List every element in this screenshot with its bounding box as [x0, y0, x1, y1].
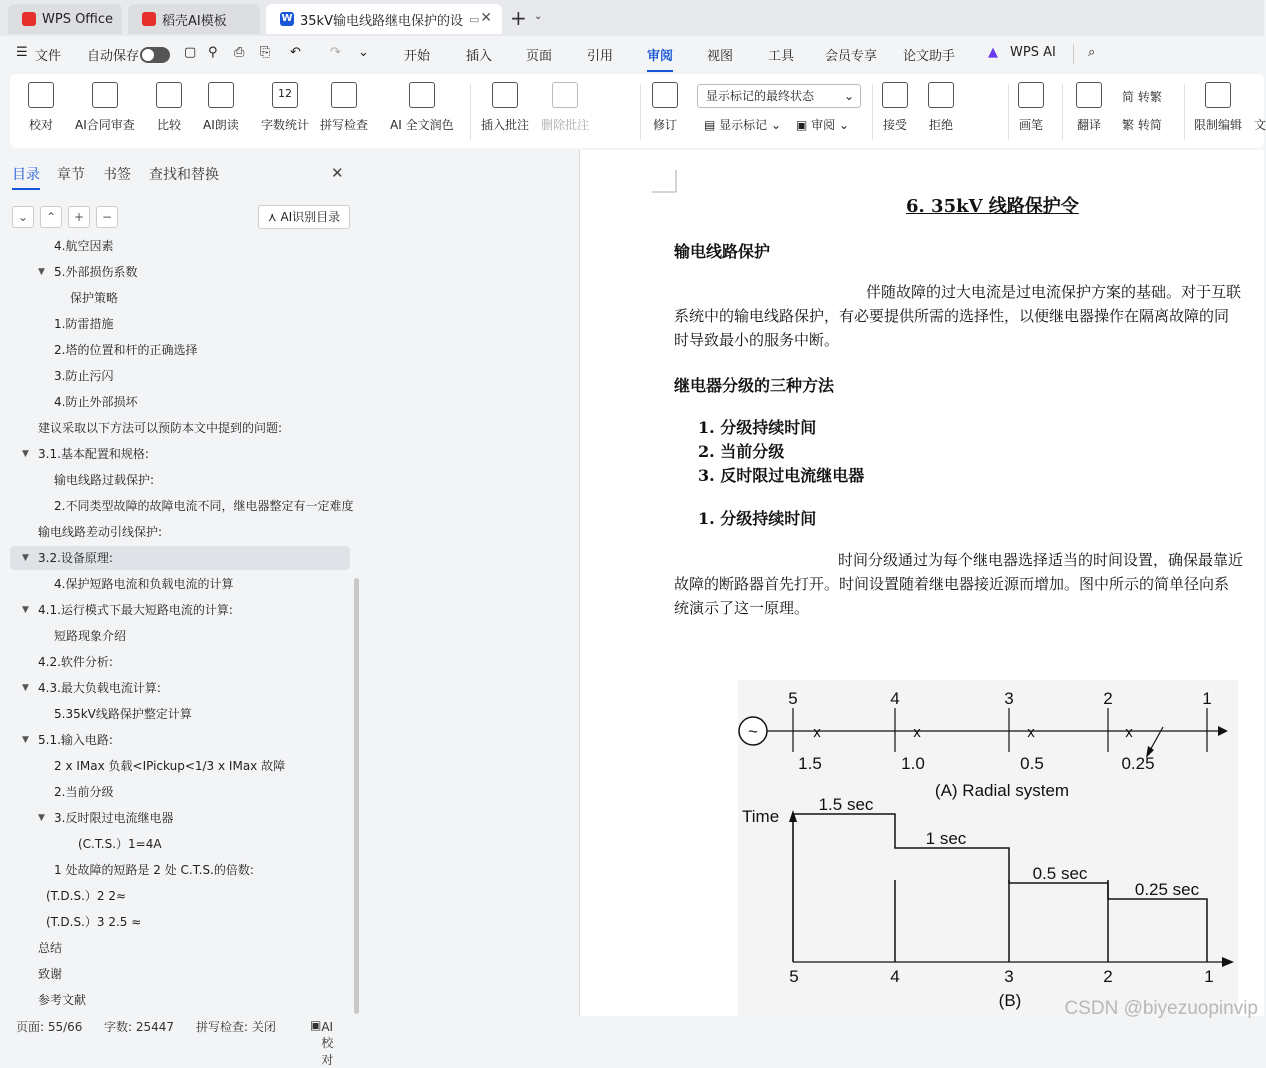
button-label: 字数统计	[261, 118, 310, 132]
menu-member[interactable]: 会员专享	[825, 49, 878, 64]
caption-a: (A) Radial system	[934, 781, 1070, 800]
tab-bookmarks[interactable]: 书签	[103, 167, 131, 183]
toc-item-label: 4.2.软件分析:	[38, 655, 113, 669]
hamburger-icon[interactable]: ☰	[16, 45, 28, 60]
toc-item-label: 2 x IMax 负载<IPickup<1/3 x IMax 故障	[54, 759, 286, 773]
expand-arrow-icon[interactable]: ▼	[22, 605, 29, 615]
more-button[interactable]	[1254, 82, 1266, 133]
autosave-toggle[interactable]	[140, 47, 170, 63]
tab-wps-office[interactable]	[8, 4, 122, 34]
display-mode-value: 显示标记的最终状态	[706, 89, 815, 103]
paragraph-line: 统演示了这一原理。	[674, 599, 810, 617]
accept-button[interactable]	[882, 82, 908, 133]
ai-polish-button[interactable]	[390, 82, 454, 133]
spell-check-button[interactable]	[320, 82, 368, 133]
menu-review[interactable]: 审阅	[647, 45, 673, 64]
toc-item[interactable]	[10, 520, 350, 544]
relay-setting-label: 1.0	[901, 754, 925, 773]
ai-detect-toc-button[interactable]	[258, 205, 350, 229]
toc-item[interactable]	[10, 234, 350, 258]
toc-item-label: 2.塔的位置和杆的正确选择	[54, 343, 198, 357]
toc-item-label: 4.航空因素	[54, 239, 114, 253]
toc-item-label: 建议采取以下方法可以预防本文中提到的问题:	[38, 421, 283, 435]
toc-item[interactable]	[10, 468, 350, 492]
button-label: 限制编辑	[1194, 118, 1243, 132]
expand-all-chevron-icon[interactable]: ⌄	[12, 206, 34, 228]
translate-icon	[1076, 82, 1102, 108]
toc-item-label: 2.当前分级	[54, 785, 114, 799]
toc-item[interactable]	[10, 390, 350, 414]
bus-label: 1	[1202, 689, 1212, 708]
caption-b: (B)	[998, 991, 1022, 1010]
new-tab-icon[interactable]: +	[510, 6, 527, 30]
breaker-mark: x	[1125, 724, 1133, 741]
expand-arrow-icon[interactable]: ▼	[22, 553, 29, 563]
reject-icon	[928, 82, 954, 108]
time-step-label: 0.25 sec	[1134, 880, 1200, 899]
toc-item-label: 2.不同类型故障的故障电流不同，继电器整定有一定难度	[54, 499, 354, 513]
translate-button[interactable]	[1076, 82, 1102, 133]
toc-item-label: 4.3.最大负载电流计算:	[38, 681, 161, 695]
menu-page[interactable]: 页面	[526, 49, 553, 64]
insert-comment-button[interactable]	[481, 82, 529, 133]
print-preview-icon[interactable]: ⎘	[260, 45, 271, 60]
close-pane-icon[interactable]: ✕	[331, 164, 344, 182]
contract-review-icon	[92, 82, 118, 108]
insert-comment-icon	[492, 82, 518, 108]
time-step-label: 1.5 sec	[818, 795, 874, 814]
y-axis-label: Time	[742, 807, 780, 826]
toc-item[interactable]	[10, 416, 350, 440]
paragraph-line: 时导致最小的服务中断。	[674, 331, 840, 349]
relay-setting-label: 0.5	[1020, 754, 1044, 773]
relay-setting-label: 0.25	[1121, 754, 1155, 773]
pen-icon	[1018, 82, 1044, 108]
review-pane-button[interactable]: ▣ 审阅 ⌄	[796, 118, 850, 132]
toc-item[interactable]	[10, 728, 350, 752]
track-changes-button[interactable]	[652, 82, 678, 133]
toc-scrollbar[interactable]	[354, 578, 359, 1014]
pen-button[interactable]	[1018, 82, 1044, 133]
button-label: 删除批注	[541, 118, 590, 132]
print-icon[interactable]: ⎙	[234, 45, 245, 60]
tab-list-chevron-icon[interactable]: ⌄	[534, 11, 543, 22]
tab-document[interactable]	[266, 4, 502, 34]
toc-item-label: 3.防止污闪	[54, 369, 114, 383]
x-tick-label: 4	[890, 967, 900, 986]
toc-item[interactable]	[10, 936, 350, 960]
bus-label: 3	[1004, 689, 1014, 708]
bus-label: 5	[788, 689, 798, 708]
button-label: 校对	[28, 118, 53, 132]
button-label: 显示标记	[719, 118, 768, 132]
toc-item[interactable]	[10, 624, 350, 648]
proofread-icon	[28, 82, 54, 108]
spell-check-status[interactable]: 拼写检查: 关闭	[196, 1020, 276, 1034]
docer-logo-icon	[142, 12, 156, 26]
toc-item-label: 1.防雷措施	[54, 317, 114, 331]
relay-setting-label: 1.5	[798, 754, 822, 773]
status-label: AI 校对	[321, 1020, 334, 1067]
toc-item[interactable]	[10, 572, 350, 596]
file-menu[interactable]: 文件	[35, 49, 62, 64]
restrict-editing-icon	[1205, 82, 1231, 108]
toc-item[interactable]	[10, 806, 350, 830]
toc-item[interactable]	[10, 702, 350, 726]
paragraph-line: 故障的断路器首先打开。时间设置随着继电器接近源而增加。图中所示的简单径向系	[674, 575, 1230, 593]
toc-item-label: (C.T.S.）1=4A	[78, 837, 162, 851]
ribbon-toolbar	[10, 74, 1264, 148]
bus-label: 2	[1103, 689, 1113, 708]
paragraph-line: 伴随故障的过大电流是过电流保护方案的基础。对于互联	[866, 283, 1242, 301]
toc-item[interactable]	[10, 286, 350, 310]
button-label: 拒绝	[928, 118, 953, 132]
save-icon[interactable]: ▢	[184, 45, 197, 60]
button-label: 修订	[652, 118, 677, 132]
breaker-mark: x	[813, 724, 821, 741]
button-label: AI合同审查	[75, 118, 135, 132]
delete-comment-icon	[552, 82, 578, 108]
word-count-button[interactable]	[261, 82, 309, 133]
page-indicator[interactable]: 页面: 55/66	[16, 1020, 83, 1034]
paragraph-line: 系统中的输电线路保护，有必要提供所需的选择性，以便继电器操作在隔离故障的同	[674, 307, 1230, 325]
toc-item-label: 5.外部损伤系数	[54, 265, 138, 279]
tab-find-replace[interactable]: 查找和替换	[149, 167, 219, 183]
button-label: 比较	[156, 118, 181, 132]
toc-item[interactable]	[10, 962, 350, 986]
menu-tools[interactable]: 工具	[768, 49, 795, 64]
word-count[interactable]: 字数: 25447	[104, 1020, 175, 1034]
accept-icon	[882, 82, 908, 108]
toc-item-label: 致谢	[38, 967, 63, 981]
button-label: 插入批注	[481, 118, 530, 132]
chevron-down-icon: ⌄	[843, 89, 854, 103]
toc-item[interactable]	[10, 754, 350, 778]
toc-item[interactable]	[10, 884, 350, 908]
close-tab-icon[interactable]: ✕	[480, 10, 492, 26]
button-label: 画笔	[1018, 118, 1043, 132]
source-glyph: ~	[748, 722, 758, 741]
toc-item[interactable]	[10, 780, 350, 804]
toc-item-label: 4.保护短路电流和负载电流的计算	[54, 577, 234, 591]
menu-thesis[interactable]: 论文助手	[903, 49, 956, 64]
trad-to-simp-button[interactable]: 繁 转简	[1122, 118, 1162, 132]
remove-icon[interactable]: −	[96, 206, 118, 228]
x-tick-label: 2	[1103, 967, 1113, 986]
add-icon[interactable]: +	[68, 206, 90, 228]
toc-item-label: 保护策略	[70, 291, 119, 305]
bus-label: 4	[890, 689, 900, 708]
breaker-mark: x	[913, 724, 921, 741]
ribbon-divider	[1008, 84, 1009, 140]
toc-item[interactable]	[10, 832, 350, 856]
spell-check-icon	[331, 82, 357, 108]
menu-bar	[0, 36, 1264, 72]
polish-icon	[409, 82, 435, 108]
toc-item-label: 5.35kV线路保护整定计算	[54, 707, 192, 721]
button-label: AI识别目录	[280, 210, 341, 224]
restrict-editing-button[interactable]	[1194, 82, 1242, 133]
button-label: 拼写检查	[320, 118, 369, 132]
toc-item-label: 输电线路过载保护:	[54, 473, 155, 487]
ai-contract-review-button[interactable]	[75, 82, 135, 133]
read-aloud-icon	[208, 82, 234, 108]
toc-item-label: 4.防止外部损坏	[54, 395, 138, 409]
toc-list	[0, 238, 352, 1016]
list-item: 1. 分级持续时间	[698, 418, 817, 437]
toc-item-label: 3.2.设备原理:	[38, 551, 113, 565]
menu-home[interactable]: 开始	[404, 49, 431, 64]
tab-bar	[0, 0, 1264, 36]
toc-item-label: 5.1.输入电路:	[38, 733, 113, 747]
tab-label: 35kV输电线路继电保护的设	[300, 13, 463, 29]
expand-arrow-icon[interactable]: ▼	[22, 449, 29, 459]
toc-item-label: 4.1.运行模式下最大短路电流的计算:	[38, 603, 233, 617]
toc-item[interactable]	[10, 260, 350, 284]
document-page[interactable]	[579, 150, 1264, 1016]
toc-item-label: (T.D.S.）2 2≈	[46, 889, 127, 903]
word-count-icon: 12	[272, 82, 298, 108]
autosave-label: 自动保存	[87, 49, 140, 64]
toc-item[interactable]	[10, 312, 350, 336]
tab-toc[interactable]: 目录	[12, 164, 40, 184]
x-tick-label: 5	[789, 967, 799, 986]
ai-icon: ⋏	[267, 210, 277, 224]
button-label: 接受	[882, 118, 907, 132]
tab-docer-ai[interactable]	[128, 4, 260, 34]
toc-item-label: 3.1.基本配置和规格:	[38, 447, 149, 461]
subsection-title: 继电器分级的三种方法	[674, 376, 835, 395]
button-label: AI 全文润色	[390, 118, 454, 132]
x-tick-label: 1	[1204, 967, 1214, 986]
ribbon-divider	[470, 84, 471, 140]
toc-item-label: 参考文献	[38, 993, 87, 1007]
breaker-mark: x	[1027, 724, 1035, 741]
wps-logo-icon	[22, 12, 36, 26]
toc-item-label: 3.反时限过电流继电器	[54, 811, 174, 825]
menu-reference[interactable]: 引用	[587, 49, 614, 64]
word-doc-icon: W	[281, 13, 293, 24]
toc-item[interactable]	[10, 858, 350, 882]
toc-item[interactable]	[10, 650, 350, 674]
toc-item-label: (T.D.S.）3 2.5 ≈	[46, 915, 142, 929]
expand-arrow-icon[interactable]: ▼	[22, 735, 29, 745]
wps-ai-icon: ▲	[988, 45, 998, 60]
watermark: CSDN @biyezuopinvip	[1064, 998, 1258, 1019]
navigation-pane	[0, 150, 578, 1016]
expand-arrow-icon[interactable]: ▼	[38, 813, 45, 823]
button-label: 翻译	[1076, 118, 1101, 132]
menu-wps-ai[interactable]: WPS AI	[1010, 45, 1056, 60]
proofread-button[interactable]	[28, 82, 54, 133]
tab-sections[interactable]: 章节	[57, 167, 85, 183]
menu-view[interactable]: 视图	[707, 49, 734, 64]
compare-button[interactable]	[156, 82, 182, 133]
redo-icon[interactable]: ↷	[330, 45, 341, 60]
collapse-chevron-icon[interactable]: ⌃	[40, 206, 62, 228]
toc-item-label: 输电线路差动引线保护:	[38, 525, 163, 539]
list-item: 3. 反时限过电流继电器	[698, 466, 865, 485]
menu-divider	[1073, 44, 1074, 64]
reject-button[interactable]	[928, 82, 954, 133]
radial-system-figure	[738, 680, 1238, 1020]
list-item: 1. 分级持续时间	[698, 509, 817, 528]
button-label: 文	[1254, 118, 1266, 132]
ai-read-aloud-button[interactable]	[203, 82, 239, 133]
compare-icon	[156, 82, 182, 108]
toc-item[interactable]	[10, 910, 350, 934]
toc-item[interactable]	[10, 494, 354, 518]
show-markup-button[interactable]: ▤ 显示标记 ⌄	[704, 118, 782, 132]
screen-icon: ▭	[468, 12, 480, 26]
ribbon-divider	[872, 84, 873, 140]
toc-item[interactable]	[10, 546, 350, 570]
toc-item[interactable]	[10, 442, 350, 466]
time-step-label: 0.5 sec	[1032, 864, 1088, 883]
toc-item-label: 总结	[38, 941, 63, 955]
paragraph-line: 时间分级通过为每个继电器选择适当的时间设置，确保最靠近	[838, 551, 1244, 569]
time-step-label: 1 sec	[925, 829, 967, 848]
share-icon[interactable]: ⚲	[208, 45, 218, 60]
undo-icon[interactable]: ↶	[290, 45, 301, 60]
button-label: AI朗读	[203, 118, 239, 132]
toc-item[interactable]	[10, 338, 350, 362]
toc-item[interactable]	[10, 988, 350, 1012]
ribbon-divider	[1184, 84, 1185, 140]
menu-insert[interactable]: 插入	[466, 49, 493, 64]
page-corner-mark	[650, 168, 678, 196]
tab-label: 稻壳AI模板	[162, 13, 227, 29]
section-heading: 6. 35kV 线路保护令	[906, 196, 1079, 217]
subsection-title: 输电线路保护	[674, 242, 771, 261]
track-changes-icon	[652, 82, 678, 108]
toc-item[interactable]	[10, 676, 350, 700]
simp-to-trad-button[interactable]: 简 转繁	[1122, 90, 1162, 104]
display-mode-select[interactable]	[697, 84, 861, 108]
button-label: 审阅	[811, 118, 836, 132]
list-item: 2. 当前分级	[698, 442, 785, 461]
expand-arrow-icon[interactable]: ▼	[22, 683, 29, 693]
toc-item-label: 短路现象介绍	[54, 629, 127, 643]
toc-item[interactable]	[10, 598, 350, 622]
expand-arrow-icon[interactable]: ▼	[38, 267, 45, 277]
ribbon-divider	[640, 84, 641, 140]
ribbon-divider	[1062, 84, 1063, 140]
delete-comment-button[interactable]	[541, 82, 589, 133]
toc-item[interactable]	[10, 364, 350, 388]
toc-item-label: 1 处故障的短路是 2 处 C.T.S.的倍数:	[54, 863, 254, 877]
search-icon[interactable]: ⌕	[1088, 45, 1096, 60]
tab-label: WPS Office	[42, 11, 114, 27]
ai-proofread-status[interactable]: ▣ AI 校对	[310, 1018, 334, 1067]
x-tick-label: 3	[1004, 967, 1014, 986]
more-chevron-icon[interactable]: ⌄	[358, 45, 369, 60]
